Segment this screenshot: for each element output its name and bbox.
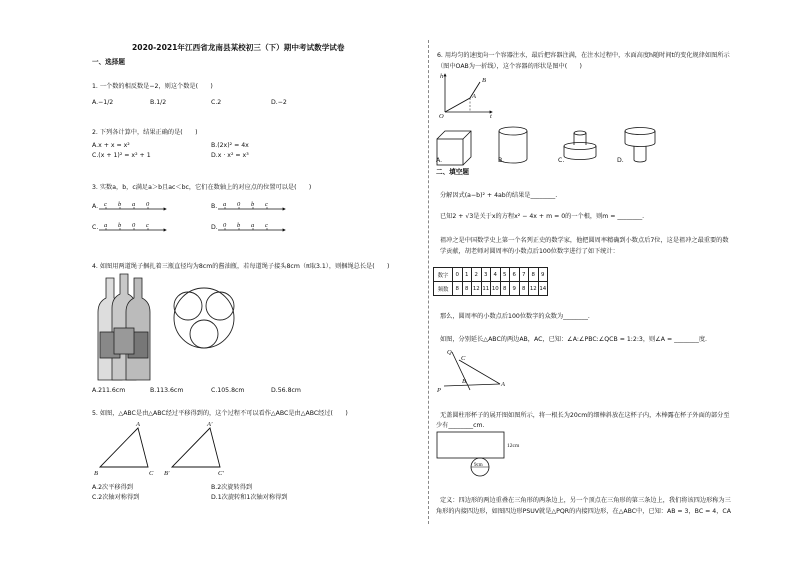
- q6-origin: O: [439, 113, 444, 120]
- fill6-text-line1: 定义：四边形的两边重叠在三角形的两条边上，另一个顶点在三角形的第三条边上，我们将该四边形称为三: [440, 497, 731, 504]
- axis-c-mark: a: [104, 222, 108, 229]
- fill1-text: 分解因式(a−b)² + 4ab的结果是________.: [440, 192, 558, 199]
- axis-a-mark: c: [104, 201, 107, 208]
- table-cell: 7: [519, 268, 529, 282]
- q4-option-d: D.56.8cm: [271, 387, 301, 394]
- table-cell: 8: [500, 282, 510, 296]
- fill6-text-line2: 角形的内接四边形，如图四边形PSUV就是△PQR的内接四边形，在△ABC中，已知：AB = 3，BC = 4，CA: [436, 508, 731, 515]
- table-cell: 5: [500, 268, 510, 282]
- fill2-text: 已知2 + √3是关于x的方程x² − 4x + m = 0的一个根，则m = ________.: [440, 213, 645, 220]
- table-cell: 12: [472, 282, 482, 296]
- q3-label-c: C.: [92, 224, 99, 231]
- q4-option-a: A.211.6cm: [92, 387, 126, 394]
- axis-b-mark: b: [251, 201, 255, 208]
- table-cell: 2: [472, 268, 482, 282]
- table-cell: 9: [538, 268, 548, 282]
- table-cell: 8: [529, 268, 539, 282]
- axis-a-mark: a: [132, 201, 136, 208]
- fill4-label: P: [437, 387, 441, 394]
- table-cell: 8: [462, 282, 472, 296]
- fill3-text-line1: 祖冲之是中国数学史上第一个名列正史的数学家，他把圆周率精确到小数点后7位，这是祖冲之最重要的数: [440, 237, 729, 244]
- q6-stem-line2: （图中OAB为一折线），这个容器的形状是图中( ): [437, 63, 582, 70]
- axis-a-mark: b: [118, 201, 122, 208]
- q3-stem: 3. 实数a，b，c满足a＞b且ac＜bc，它们在数轴上的对应点的位置可以是( ): [92, 184, 312, 191]
- axis-b-mark: c: [265, 201, 268, 208]
- fill5-text-line1: 无盖圆柱形杯子的展开图如图所示，将一根长为20cm的细棒斜放在这杯子内，木棒露在杯子外面的部分至: [440, 412, 730, 419]
- q6-axis-h: h: [440, 73, 444, 80]
- q1-option-d: D.−2: [271, 99, 287, 106]
- fill4-label: C: [461, 355, 466, 362]
- axis-a-mark: 0: [146, 201, 150, 208]
- page-title: 2020-2021年江西省龙南县某校初三（下）期中考试数学试卷: [132, 43, 345, 52]
- axis-d-mark: a: [251, 222, 255, 229]
- q1-stem: 1. 一个数的相反数是−2，则这个数是( ): [92, 83, 213, 90]
- q2-option-a: A.x + x = x²: [92, 142, 130, 149]
- tri1-vertex: A: [136, 421, 140, 428]
- q2-option-c: C.(x + 1)² = x² + 1: [92, 152, 151, 159]
- tri1-vertex: B: [94, 470, 98, 477]
- q6-option-b: B.: [498, 157, 505, 164]
- q1-option-b: B.1/2: [150, 99, 167, 106]
- q3-label-b: B.: [211, 203, 218, 210]
- q5-option-a: A.2次平移得到: [92, 484, 133, 491]
- q6-option-a: A.: [436, 157, 443, 164]
- axis-b-mark: a: [223, 201, 227, 208]
- table-cell: 14: [538, 282, 548, 296]
- table-cell: 4: [491, 268, 501, 282]
- axis-d-mark: b: [237, 222, 241, 229]
- q5-option-c: C.2次轴对称得到: [92, 494, 140, 501]
- table-head: 数字: [434, 268, 453, 282]
- fill3-text-line2: 学贡献，胡老师对圆周率的小数点后100位数字进行了如下统计：: [440, 248, 619, 255]
- q4-option-c: C.105.8cm: [211, 387, 245, 394]
- table-cell: 8: [453, 282, 463, 296]
- fill5-text-line2: 少有________cm.: [436, 422, 485, 429]
- tri2-vertex: B': [164, 470, 170, 477]
- q4-option-b: B.113.6cm: [150, 387, 184, 394]
- section-choice-heading: 一、选择题: [92, 58, 125, 66]
- table-cell: 11: [481, 282, 491, 296]
- table-cell: 9: [510, 282, 520, 296]
- axis-d-mark: c: [265, 222, 268, 229]
- table-head: 频数: [434, 282, 453, 296]
- axis-c-mark: 0: [132, 222, 136, 229]
- axis-d-mark: 0: [223, 222, 227, 229]
- fill4-label: A: [501, 381, 505, 388]
- tri1-vertex: C: [149, 470, 154, 477]
- table-cell: 0: [453, 268, 463, 282]
- axis-c-mark: b: [118, 222, 122, 229]
- q1-option-a: A.−1/2: [92, 99, 114, 106]
- fill4-text: 如图，分别延长△ABC的两边AB，AC，已知：∠A:∠PBC:∠QCB = 1:2:3，则∠A = ________度.: [440, 336, 708, 343]
- fill3-question: 那么，圆周率的小数点后100位数字的众数为________.: [440, 313, 590, 320]
- q5-option-b: B.2次旋转得到: [211, 484, 253, 491]
- tri2-vertex: A': [207, 421, 213, 428]
- q2-stem: 2. 下列各计算中，结果正确的是( ): [92, 129, 198, 136]
- q4-stem: 4. 如图用两道绳子捆扎着三瓶直径均为8cm的酱油瓶，若每道绳子接头8cm（π取3.1），则捆绳总长是( ): [92, 263, 390, 270]
- q6-axis-t: t: [490, 113, 492, 120]
- table-cell: 6: [510, 268, 520, 282]
- table-cell: 10: [491, 282, 501, 296]
- table-cell: 1: [462, 268, 472, 282]
- q2-option-b: B.(2x)² = 4x: [211, 142, 249, 149]
- q3-label-d: D.: [211, 224, 218, 231]
- q6-option-d: D.: [617, 157, 624, 164]
- q6-point-b: B: [482, 77, 486, 84]
- fill5-height-label: 12cm: [507, 443, 520, 449]
- axis-c-mark: c: [146, 222, 149, 229]
- q6-point-a: A: [472, 93, 476, 100]
- fill5-diameter-label: 9cm: [474, 463, 483, 468]
- q6-option-c: C.: [558, 157, 565, 164]
- q6-stem-line1: 6. 用均匀的速度向一个容器注水，最后把容器注满，在注水过程中，水面高度h随时间t的变化规律如图所示: [437, 52, 730, 59]
- fill4-label: B: [462, 378, 466, 385]
- q3-label-a: A.: [92, 203, 99, 210]
- q5-stem: 5. 如图，△ABC是由△ABC经过平移得到的，这个过程不可以看作△ABC是由△ABC经过( ): [92, 410, 348, 417]
- tri2-vertex: C': [218, 470, 224, 477]
- q2-option-d: D.x · x² = x³: [211, 152, 249, 159]
- table-cell: 12: [529, 282, 539, 296]
- q5-option-d: D.1次旋转和1次轴对称得到: [211, 494, 288, 501]
- table-cell: 3: [481, 268, 491, 282]
- axis-b-mark: 0: [237, 201, 241, 208]
- section-fill-heading: 二、填空题: [436, 168, 469, 176]
- fill4-label: Q: [447, 349, 452, 356]
- table-cell: 8: [519, 282, 529, 296]
- q1-option-c: C.2: [211, 99, 222, 106]
